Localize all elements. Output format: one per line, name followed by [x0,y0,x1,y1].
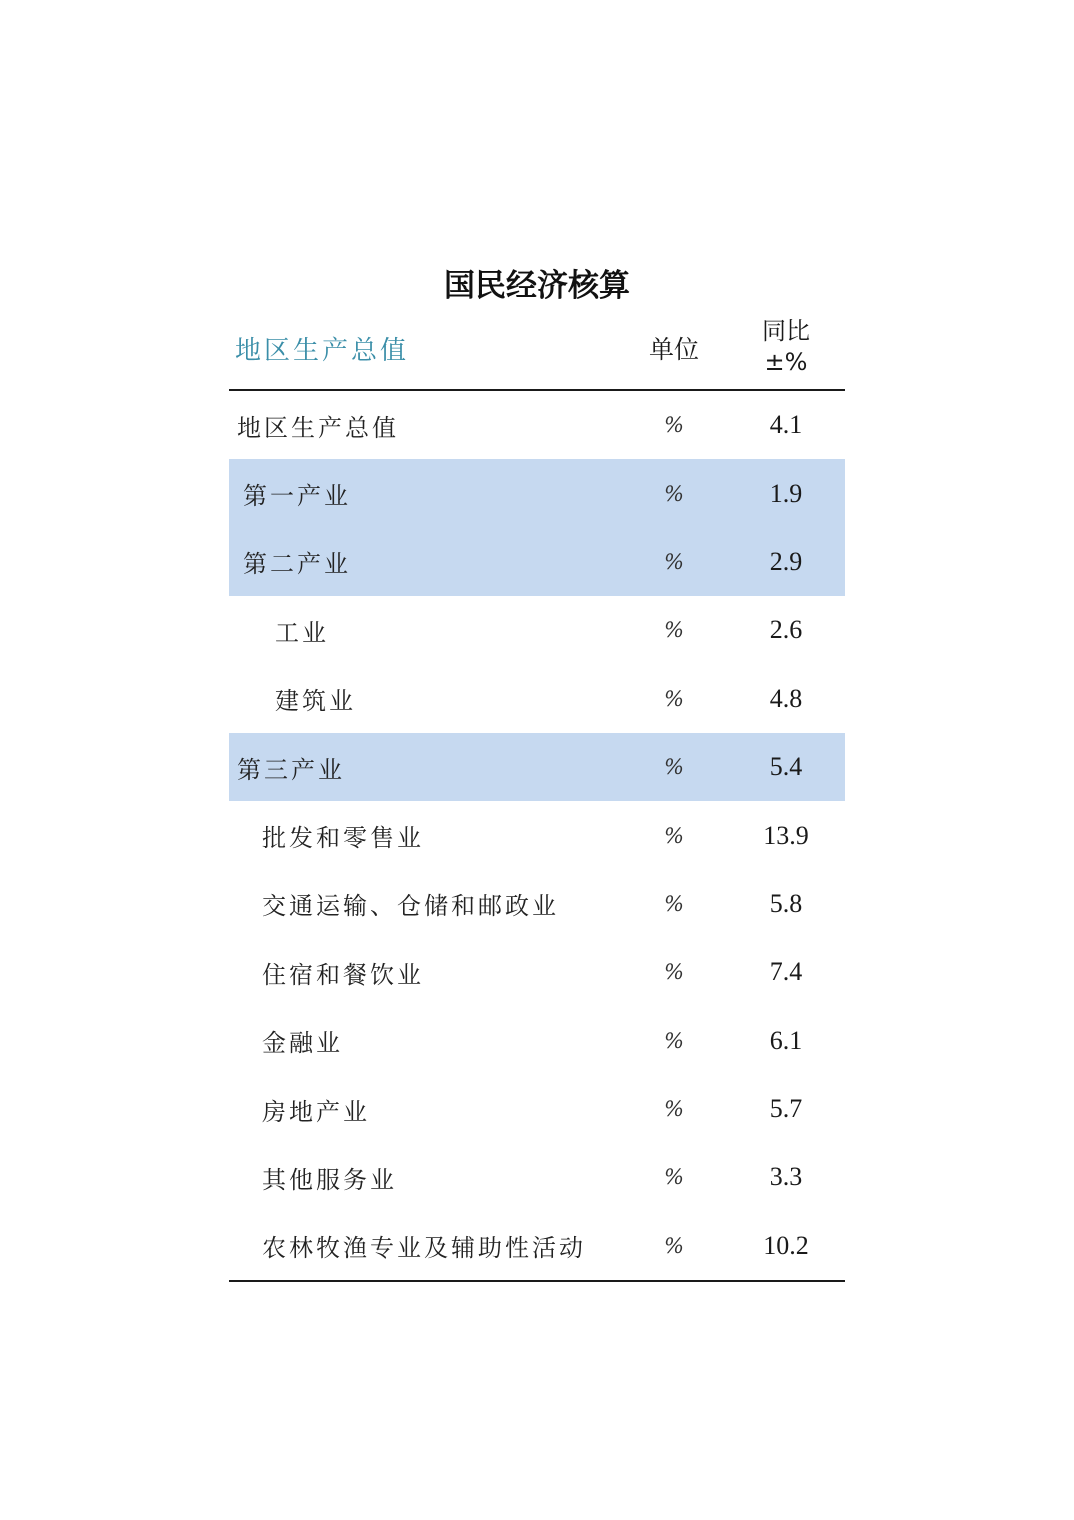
row-value: 4.8 [769,683,803,713]
header-unit-label: 单位 [648,335,699,364]
table-row [229,1212,845,1280]
row-value: 1.9 [769,478,803,508]
table-row [229,596,845,664]
row-label: 金融业 [262,1029,343,1058]
row-label: 第一产业 [243,482,351,511]
header-yoy-line2: ±% [764,348,808,376]
header-indicator-label: 地区生产总值 [235,336,410,366]
row-label: 交通运输、仓储和邮政业 [262,892,559,921]
gdp-table [229,314,845,1282]
row-value: 10.2 [763,1230,809,1260]
row-label: 房地产业 [262,1097,370,1126]
row-label: 批发和零售业 [262,824,424,853]
row-unit: % [664,1233,684,1258]
row-label: 建筑业 [275,687,356,716]
row-unit: % [664,1165,684,1190]
table-row [229,1007,845,1075]
page-title: 国民经济核算 [444,268,630,304]
table-row [229,665,845,733]
header-yoy-label [741,316,831,378]
row-unit: % [664,755,684,780]
row-value: 13.9 [763,820,809,850]
row-value: 2.9 [769,546,803,576]
row-value: 6.1 [769,1025,803,1055]
row-value: 5.7 [769,1094,803,1124]
row-label: 住宿和餐饮业 [262,960,424,989]
row-unit: % [664,1028,684,1053]
table-row [229,733,845,801]
row-value: 5.4 [769,752,803,782]
row-value: 5.8 [769,888,803,918]
row-unit: % [664,960,684,985]
table-row [229,391,845,459]
row-unit: % [664,891,684,916]
row-unit: % [664,549,684,574]
row-label: 工业 [275,618,329,647]
row-unit: % [664,686,684,711]
table-row [229,870,845,938]
row-label: 农林牧渔专业及辅助性活动 [262,1234,586,1263]
row-value: 2.6 [769,615,803,645]
table-bottom-rule [229,1280,845,1282]
table-header [229,314,845,391]
row-unit: % [664,481,684,506]
table-row [229,528,845,596]
row-unit: % [664,618,684,643]
table-row [229,1075,845,1143]
row-label: 第二产业 [243,550,351,579]
row-value: 7.4 [769,957,803,987]
row-label: 第三产业 [237,755,345,784]
row-unit: % [664,823,684,848]
header-yoy-line1: 同比 [762,317,810,345]
row-unit: % [664,1097,684,1122]
row-value: 4.1 [769,410,803,440]
table-row [229,801,845,869]
row-label: 其他服务业 [262,1165,397,1194]
row-value: 3.3 [769,1162,803,1192]
table-row [229,1143,845,1211]
table-row [229,459,845,527]
table-row [229,938,845,1006]
row-label: 地区生产总值 [237,413,399,442]
row-unit: % [664,413,684,438]
